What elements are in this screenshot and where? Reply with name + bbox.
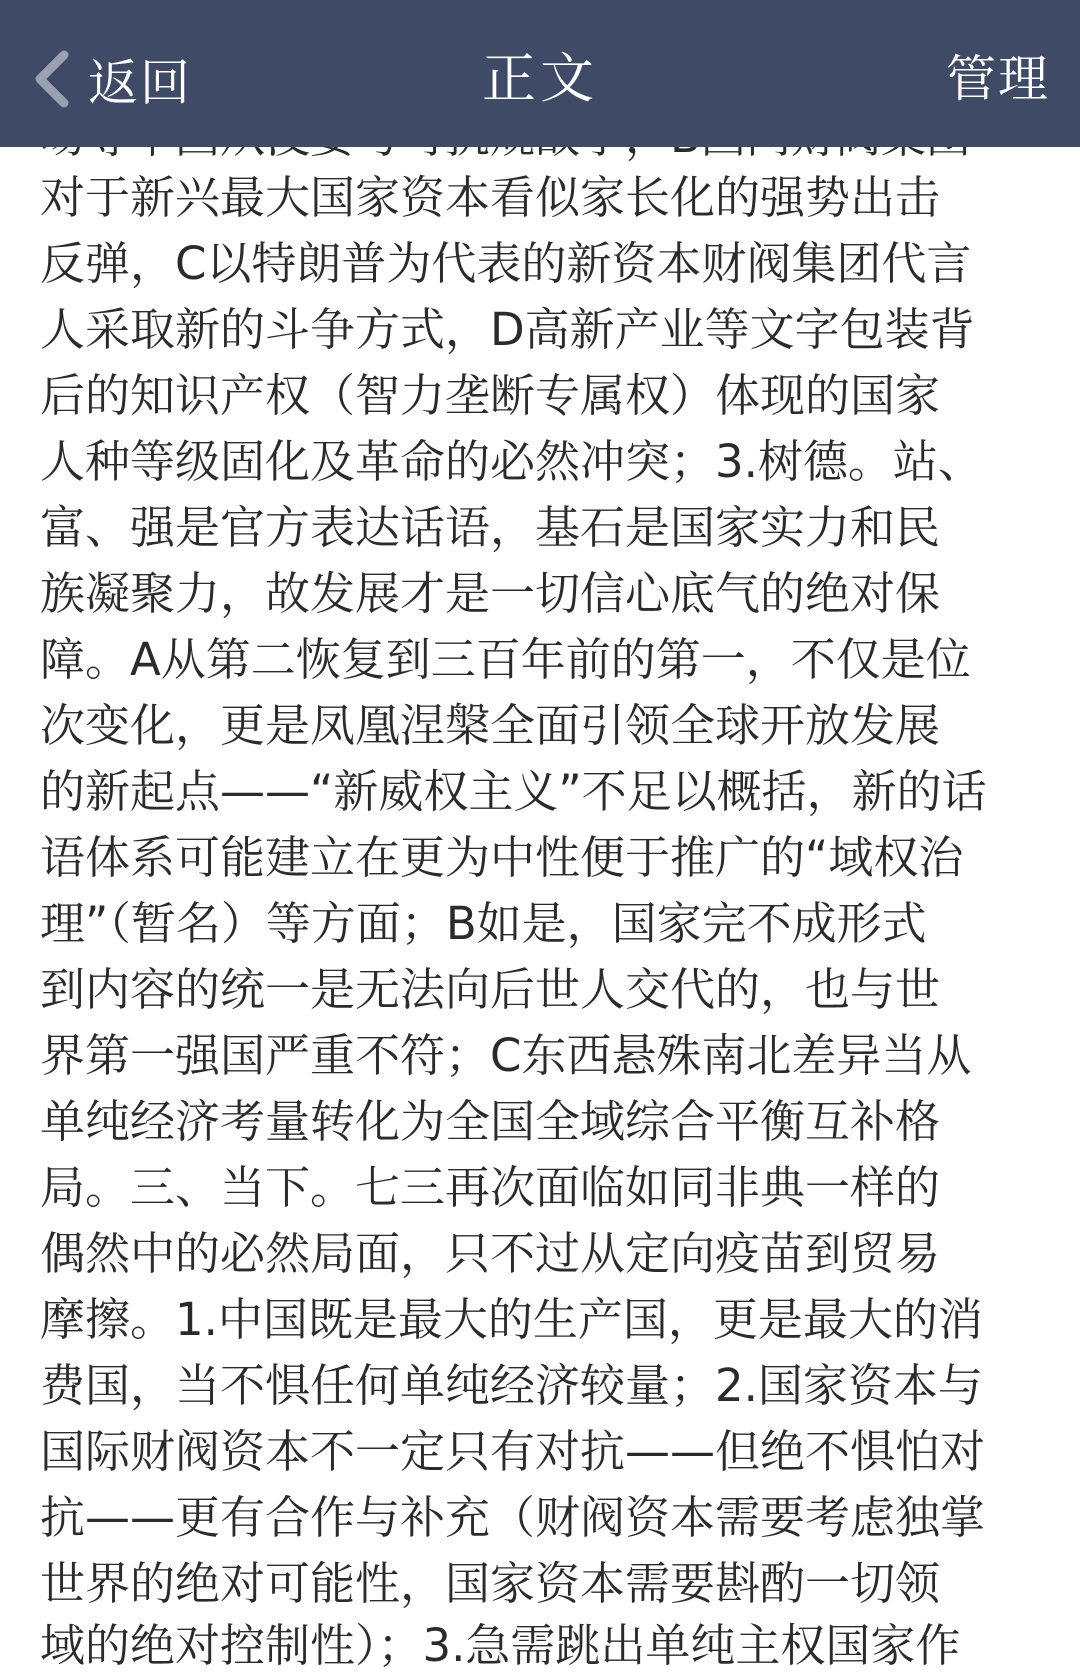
article-line: 局。三、当下。七三再次面临如同非典一样的 (40, 1161, 941, 1214)
back-button[interactable] (30, 44, 192, 114)
chevron-left-icon (30, 49, 74, 109)
page-title: 正文 (482, 47, 598, 110)
article-line: 摩擦。1.中国既是最大的生产国，更是最大的消 (40, 1293, 983, 1346)
article-line: 界第一强国严重不符；C东西悬殊南北差异当从 (40, 1029, 972, 1082)
article-line: 次变化，更是凤凰涅槃全面引领全球开放发展 (40, 699, 941, 752)
article-line: 人种等级固化及革命的必然冲突；3.树德。站、 (40, 435, 983, 488)
navigation-bar (0, 0, 1080, 147)
article-line: 费国，当不惧任何单纯经济较量；2.国家资本与 (40, 1359, 983, 1412)
article-line: 抗——更有合作与补充（财阀资本需要考虑独掌 (40, 1491, 986, 1544)
article-line: 反弹，C以特朗普为代表的新资本财阀集团代言 (40, 237, 972, 290)
article-line: 单纯经济考量转化为全国全域综合平衡互补格 (40, 1095, 941, 1148)
article-line: 理”（暂名）等方面；B如是，国家完不成形式 (40, 897, 927, 950)
article-line: 族凝聚力，故发展才是一切信心底气的绝对保 (40, 567, 941, 620)
article-line: 后的知识产权（智力垄断专属权）体现的国家 (40, 369, 941, 422)
article-line: 富、强是官方表达话语，基石是国家实力和民 (40, 501, 941, 554)
article-line: 人采取新的斗争方式，D高新产业等文字包装背 (40, 303, 975, 356)
back-label: 返回 (88, 54, 192, 112)
article-line: 世界的绝对可能性，国家资本需要斟酌一切领 (40, 1557, 941, 1610)
article-line: 的新起点——“新威权主义”不足以概括，新的话 (40, 765, 987, 818)
article-line: 到内容的统一是无法向后世人交代的，也与世 (40, 963, 941, 1016)
article-line: 国际财阀资本不一定只有对抗——但绝不惧怕对 (40, 1425, 986, 1478)
article-line: 语体系可能建立在更为中性便于推广的“域权治 (40, 831, 964, 884)
manage-button[interactable]: 管理 (946, 50, 1050, 108)
article-line: 对于新兴最大国家资本看似家长化的强势出击 (40, 171, 941, 224)
article-line: 障。A从第二恢复到三百年前的第一，不仅是位 (40, 633, 971, 686)
article-line: 域的绝对控制性）；3.急需跳出单纯主权国家作 (40, 1619, 961, 1672)
article-line: 偶然中的必然局面，只不过从定向疫苗到贸易 (40, 1227, 941, 1280)
